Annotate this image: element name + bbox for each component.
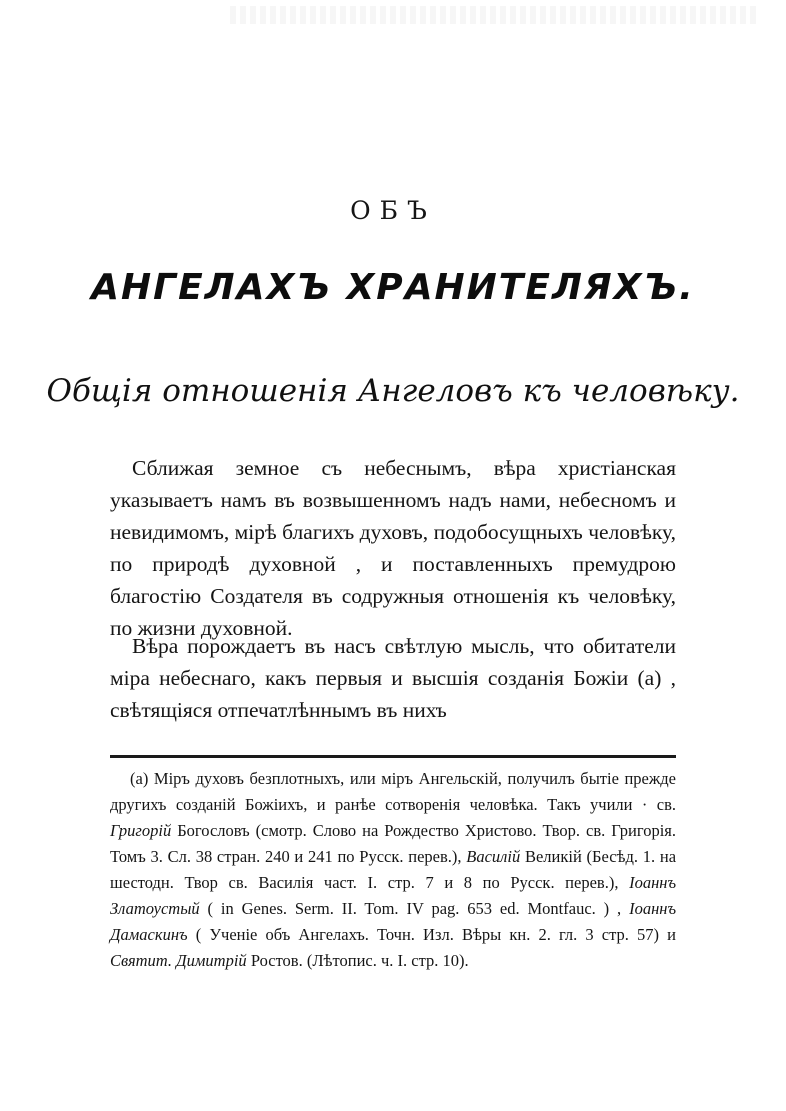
footnote-text: Великій (Бесѣд. 1. на шестодн. Твор св. Василія част. I. стр. 7 и 8 по Русск. перев.), bbox=[110, 847, 677, 892]
body-paragraph-1: Сближая земное съ небеснымъ, вѣра христіанская указываетъ намъ въ возвышенномъ надъ нами, небесномъ и невидимомъ, мірѣ благихъ духовъ, подобосущныхъ человѣку, по природѣ духовной , и поставленныхъ премудрою благостію Создателя въ содружныя отношенія къ человѣку, по жизни духовной. bbox=[110, 456, 676, 640]
footnote-text: Ростов. (Лѣтопис. ч. I. стр. 10). bbox=[250, 951, 469, 970]
footnote-name: Іоаннъ Златоустый bbox=[110, 873, 677, 918]
footnote-text: ( Ученіе объ Ангелахъ. Точн. Изл. Вѣры кн. 2. гл. 3 стр. 57) и bbox=[195, 925, 677, 944]
footnote-divider bbox=[110, 755, 676, 758]
title-preposition: ОБЪ bbox=[350, 196, 436, 225]
footnote bbox=[110, 766, 676, 974]
footnote-name: Святит. Димитрій bbox=[110, 951, 247, 970]
footnote-name: Василій bbox=[466, 847, 521, 866]
footnote-marker: (а) bbox=[130, 769, 149, 788]
footnote-name: Іоаннъ Дамаскинъ bbox=[110, 899, 677, 944]
body-paragraph-2: Вѣра порождаетъ въ насъ свѣтлую мысль, что обитатели міра небеснаго, какъ первыя и высшія созданія Божіи (а) , свѣтящіяся отпечатлѣннымъ въ нихъ bbox=[110, 634, 676, 722]
page-title: АНГЕЛАХЪ ХРАНИТЕЛЯХЪ. bbox=[91, 267, 695, 308]
footnote-name: Григорій bbox=[110, 821, 172, 840]
footnote-text: Богословъ (смотр. Слово на Рождество Христово. Твор. св. Григорія. Томъ 3. Сл. 38 стран. 240 и 241 по Русск. перев.), bbox=[110, 821, 677, 866]
bleed-through-shadow bbox=[230, 6, 760, 24]
section-subtitle: Общія отношенія Ангеловъ къ человѣку. bbox=[46, 373, 740, 409]
footnote-text: Міръ духовъ безплотныхъ, или міръ Ангельскій, получилъ бытіе прежде другихъ созданій Божіихъ, и ранѣе сотворенія человѣка. Такъ учили · св. bbox=[110, 769, 676, 814]
footnote-text: ( in Genes. Serm. II. Tom. IV pag. 653 ed. Montfauc. ) , bbox=[207, 899, 622, 918]
